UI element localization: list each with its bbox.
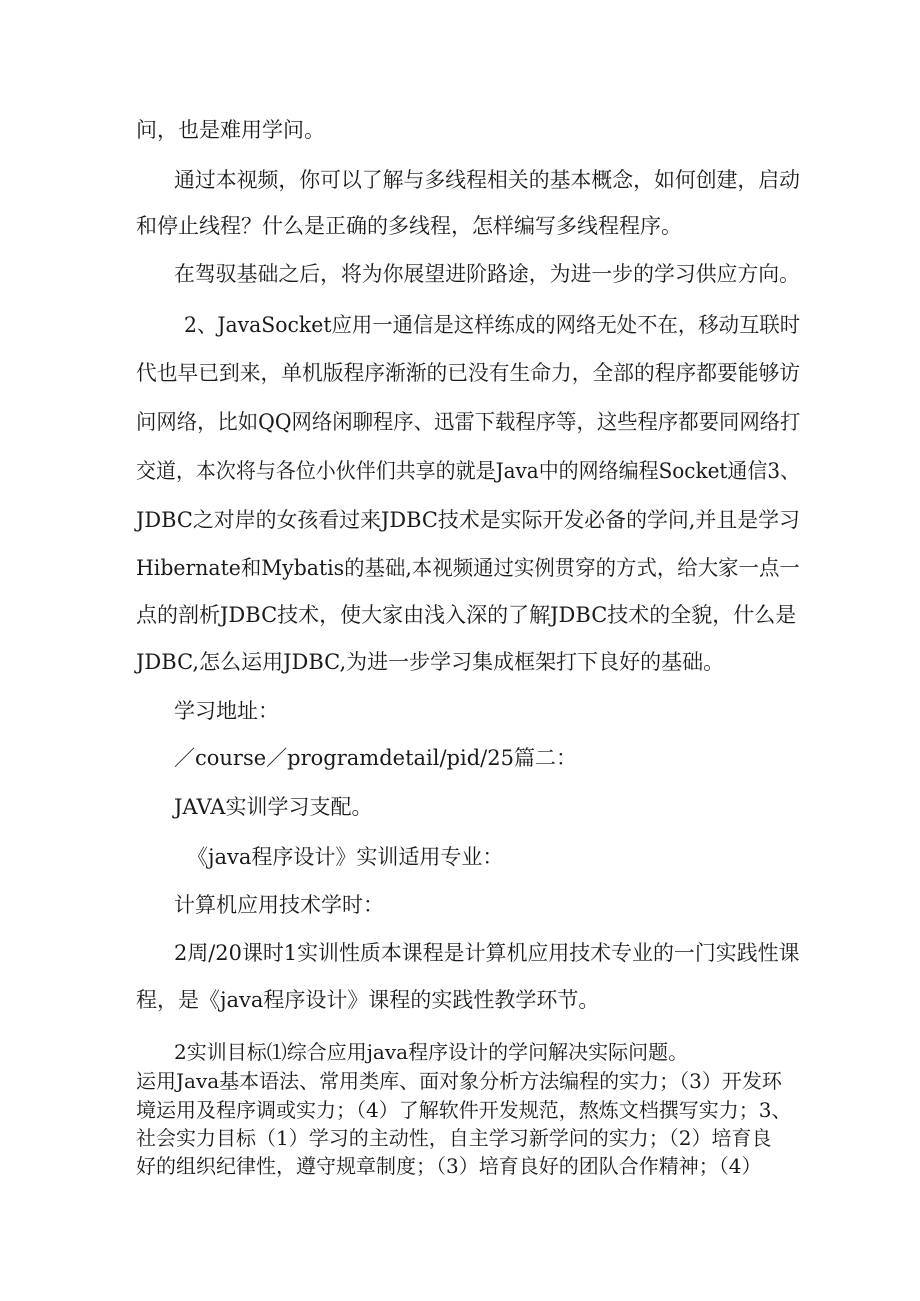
text-line-8: 交道，本次将与各位小伙伴们共享的就是Java中的网络编程Socket通信3、 <box>136 459 801 483</box>
text-line-11: 点的剖析JDBC技术，使大家由浅入深的了解JDBC技术的全貌，什么是 <box>136 603 797 627</box>
text-line-12: JDBC,怎么运用JDBC,为进一步学习集成框架打下良好的基础。 <box>136 650 725 674</box>
text-line-1: 问，也是难用学问。 <box>136 118 325 142</box>
text-line-9: JDBC之对岸的女孩看过来JDBC技术是实际开发必备的学问,并且是学习 <box>136 508 800 532</box>
text-line-5: 2、JavaSocket应用一通信是这样练成的网络无处不在，移动互联时 <box>184 313 801 337</box>
text-line-15: JAVA实训学习支配。 <box>174 795 373 819</box>
text-line-16: 《java程序设计》实训适用专业： <box>187 845 504 869</box>
text-line-6: 代也早已到来，单机版程序渐渐的已没有生命力，全部的程序都要能够访 <box>136 361 801 385</box>
text-line-22: 境运用及程序调或实力；（4）了解软件开发规范，熬炼文档撰写实力；3、 <box>136 1098 792 1122</box>
text-line-23: 社会实力目标（1）学习的主动性，自主学习新学问的实力；（2）培育良 <box>136 1126 772 1150</box>
text-line-17: 计算机应用技术学时： <box>174 893 384 917</box>
text-line-2: 通过本视频，你可以了解与多线程相关的基本概念，如何创建，启动 <box>174 168 801 192</box>
text-line-13: 学习地址： <box>174 699 279 723</box>
text-line-19: 程，是《java程序设计》课程的实践性教学环节。 <box>136 988 600 1012</box>
text-line-20: 2实训目标⑴综合应用java程序设计的学问解决实际问题。 <box>174 1040 689 1064</box>
text-line-10: Hibernate和Mybatis的基础,本视频通过实例贯穿的方式，给大家一点一 <box>136 556 800 580</box>
text-line-3: 和停止线程？什么是正确的多线程，怎样编写多线程程序。 <box>136 214 682 238</box>
text-line-21: 运用Java基本语法、常用类库、面对象分析方法编程的实力；（3）开发环 <box>136 1069 782 1093</box>
text-line-4: 在驾驭基础之后，将为你展望进阶路途，为进一步的学习供应方向。 <box>174 262 801 286</box>
text-line-14: ／course／programdetail/pid/25篇二： <box>174 746 577 770</box>
text-line-18: 2周/20课时1实训性质本课程是计算机应用技术专业的一门实践性课 <box>174 941 800 965</box>
text-line-7: 问网络，比如QQ网络闲聊程序、迅雷下载程序等，这些程序都要同网络打 <box>136 410 801 434</box>
text-line-24: 好的组织纪律性，遵守规章制度；（3）培育良好的团队合作精神；（4） <box>136 1154 762 1178</box>
